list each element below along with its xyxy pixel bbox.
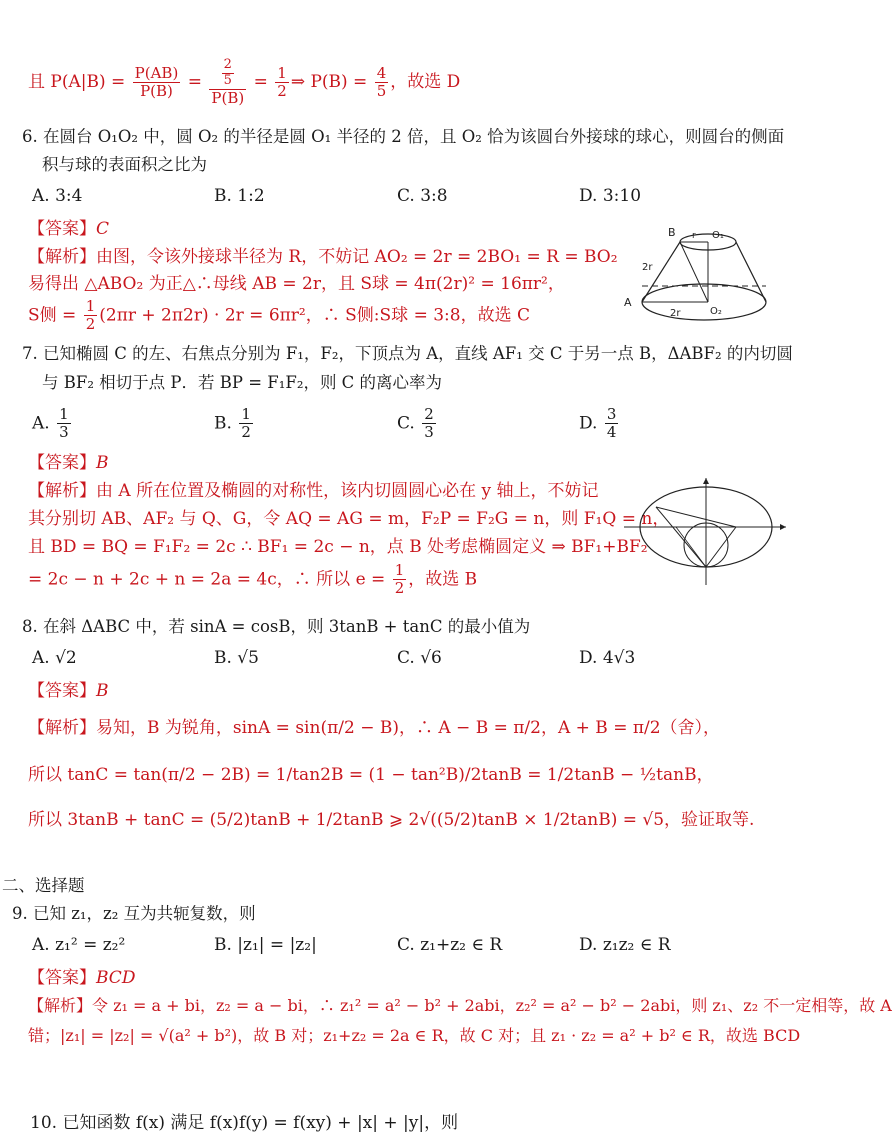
q6-option-c: C. 3:8 bbox=[397, 186, 448, 206]
q6-analysis-line3-pre: S侧 = bbox=[28, 305, 82, 326]
q7-option-d-num: 3 bbox=[606, 405, 617, 423]
q7-answer-tag: 【答案】 bbox=[28, 453, 96, 473]
q8-option-d: D. 4√3 bbox=[579, 648, 636, 668]
q5-text-pre: 且 P(A|B) = bbox=[28, 72, 131, 93]
q9-answer-tag: 【答案】 bbox=[28, 968, 96, 988]
q9-analysis-text1: 令 z₁ = a + bi，z₂ = a − bi，∴ z₁² = a² − b² + 2abi，z₂² = a² − b² − 2abi，则 z₁、z₂ 不一定相等，故 A bbox=[92, 996, 892, 1015]
frustum-label-r: r bbox=[692, 231, 696, 241]
q9-option-a: A. z₁² = z₂² bbox=[32, 935, 126, 955]
q5-frac3-den: 2 bbox=[277, 82, 287, 101]
q7-option-b bbox=[214, 406, 255, 442]
q5-frac2-inner-num: 2 bbox=[223, 57, 232, 72]
q7-analysis-tag: 【解析】 bbox=[28, 481, 96, 501]
q6-analysis-frac bbox=[84, 298, 98, 334]
q6-option-a: A. 3:4 bbox=[32, 186, 83, 206]
q7-analysis-line4 bbox=[28, 562, 477, 598]
q8-analysis-line1 bbox=[28, 718, 720, 738]
q9-stem: 9. 已知 z₁，z₂ 互为共轭复数，则 bbox=[12, 904, 256, 923]
q5-frac1-num: P(AB) bbox=[134, 63, 179, 82]
q5-frac4 bbox=[375, 65, 389, 101]
q5-conclusion: 且 P(A|B) = $\frac{P(AB)}{P(B)}$ = $\frac{\frac{2}{5}}{P(B)}$ = $\frac{1}{2}$ ⇒ P(B) = $\frac{4}{5}$ ，故选 D bbox=[28, 57, 461, 107]
q6-stem-line1: 6. 在圆台 O₁O₂ 中，圆 O₂ 的半径是圆 O₁ 半径的 2 倍，且 O₂ 恰为该圆台外接球的球心，则圆台的侧面 bbox=[22, 127, 785, 146]
q6-analysis-frac-num: 1 bbox=[85, 297, 96, 315]
frustum-label-2r-side: 2r bbox=[642, 262, 653, 273]
q7-option-c bbox=[397, 406, 438, 442]
q10-stem-cut bbox=[0, 1100, 794, 1133]
ellipse-figure bbox=[620, 475, 790, 590]
q5-frac2-inner-den: 5 bbox=[223, 72, 232, 88]
q7-option-b-num: 1 bbox=[241, 405, 251, 423]
q7-analysis-line4-post: ，故选 B bbox=[408, 569, 478, 590]
q5-frac1 bbox=[133, 65, 181, 101]
q8-option-a: A. √2 bbox=[32, 648, 77, 668]
q8-answer-tag: 【答案】 bbox=[28, 681, 96, 701]
section-title: 二、选择题 bbox=[2, 876, 85, 895]
q7-option-d-frac bbox=[605, 406, 619, 442]
q7-answer bbox=[28, 453, 109, 473]
frustum-label-o2: O₂ bbox=[710, 306, 722, 317]
q7-analysis-text1: 由 A 所在位置及椭圆的对称性，该内切圆圆心必在 y 轴上，不妨记 bbox=[96, 481, 599, 501]
q7-option-b-frac bbox=[239, 406, 253, 442]
q9-analysis-line2: 错；|z₁| = |z₂| = √(a² + b²)，故 B 对；z₁+z₂ = 2a ∈ R，故 C 对；且 z₁ · z₂ = a² + b² ∈ R，故选 BCD bbox=[28, 1026, 801, 1045]
q7-analysis-frac bbox=[393, 562, 407, 598]
q8-answer-value: B bbox=[96, 681, 109, 701]
q7-option-d bbox=[579, 406, 620, 442]
q5-frac1-den: P(B) bbox=[140, 82, 173, 101]
q5-frac3 bbox=[275, 65, 289, 101]
q6-analysis-line1 bbox=[28, 247, 618, 267]
q7-option-b-label: B. bbox=[214, 413, 238, 434]
q7-option-c-label: C. bbox=[397, 413, 421, 434]
q7-option-c-den: 3 bbox=[424, 423, 434, 442]
q8-analysis-tag: 【解析】 bbox=[28, 718, 96, 738]
q8-analysis-line3: 所以 3tanB + tanC = (5/2)tanB + 1/2tanB ⩾ 2√((5/2)tanB × 1/2tanB) = √5，验证取等. bbox=[28, 810, 755, 830]
q6-option-d: D. 3:10 bbox=[579, 186, 642, 206]
q5-mid: ⇒ P(B) = bbox=[290, 72, 373, 93]
frustum-label-o1: O₁ bbox=[712, 230, 724, 241]
q5-frac2 bbox=[209, 58, 246, 107]
q7-option-c-num: 2 bbox=[424, 405, 434, 423]
q7-analysis-frac-num: 1 bbox=[394, 561, 405, 579]
q7-option-a-num: 1 bbox=[59, 405, 69, 423]
q7-analysis-line1 bbox=[28, 481, 599, 501]
q7-analysis-frac-den: 2 bbox=[394, 579, 405, 598]
q7-option-a-label: A. bbox=[32, 413, 56, 434]
frustum-label-a: A bbox=[624, 296, 632, 309]
q6-option-b: B. 1:2 bbox=[214, 186, 265, 206]
q5-frac4-num: 4 bbox=[376, 63, 387, 82]
q9-analysis-tag: 【解析】 bbox=[28, 996, 93, 1015]
q9-answer bbox=[28, 968, 135, 988]
q8-analysis-line2: 所以 tanC = tan(π/2 − 2B) = 1/tan2B = (1 − tan²B)/2tanB = 1/2tanB − ½tanB， bbox=[28, 765, 714, 785]
q7-option-d-label: D. bbox=[579, 413, 603, 434]
q5-frac2-num bbox=[209, 58, 246, 90]
q7-analysis-line4-pre: = 2c − n + 2c + n = 2a = 4c，∴ 所以 e = bbox=[28, 569, 391, 590]
q9-option-d: D. z₁z₂ ∈ R bbox=[579, 935, 671, 955]
q7-option-a bbox=[32, 406, 73, 442]
q6-analysis-text1: 由图，令该外接球半径为 R，不妨记 AO₂ = 2r = 2BO₁ = R = BO₂ bbox=[96, 247, 618, 267]
q9-option-c: C. z₁+z₂ ∈ R bbox=[397, 935, 503, 955]
q5-frac4-den: 5 bbox=[376, 82, 387, 101]
q6-answer bbox=[28, 219, 109, 239]
q6-answer-value: C bbox=[96, 219, 110, 239]
q5-frac2-inner bbox=[222, 58, 234, 89]
q8-analysis-text1: 易知，B 为锐角，sinA = sin(π/2 − B)，∴ A − B = π/2，A + B = π/2（舍）， bbox=[96, 718, 721, 738]
q9-answer-value: BCD bbox=[96, 968, 136, 988]
q6-answer-tag: 【答案】 bbox=[28, 219, 96, 239]
q5-frac3-num: 1 bbox=[277, 63, 287, 82]
q8-option-b: B. √5 bbox=[214, 648, 259, 668]
q7-option-a-frac bbox=[57, 406, 71, 442]
q8-answer bbox=[28, 681, 109, 701]
q6-analysis-line2: 易得出 △ABO₂ 为正△∴母线 AB = 2r，且 S球 = 4π(2r)² = 16πr²， bbox=[28, 274, 565, 294]
q9-option-b: B. |z₁| = |z₂| bbox=[214, 935, 317, 955]
q9-analysis-line1 bbox=[28, 996, 892, 1015]
q7-stem-line1: 7. 已知椭圆 C 的左、右焦点分别为 F₁，F₂，下顶点为 A，直线 AF₁ 交 C 于另一点 B，ΔABF₂ 的内切圆 bbox=[22, 344, 793, 363]
q7-option-d-den: 4 bbox=[606, 423, 617, 442]
q8-option-c: C. √6 bbox=[397, 648, 442, 668]
q7-option-a-den: 3 bbox=[59, 423, 69, 442]
q6-analysis-line3-post: (2πr + 2π2r) · 2r = 6πr²，∴ S侧:S球 = 3:8，故选 C bbox=[99, 305, 530, 326]
q7-stem-line2: 与 BF₂ 相切于点 P．若 BP = F₁F₂，则 C 的离心率为 bbox=[42, 373, 443, 392]
q6-stem-line2: 积与球的表面积之比为 bbox=[42, 155, 207, 174]
frustum-label-b: B bbox=[668, 226, 676, 239]
q10-stem-partial: 10. 已知函数 f(x) 满足 f(x)f(y) = f(xy) + |x| + |y|，则 bbox=[30, 1113, 459, 1133]
q6-analysis-line3 bbox=[28, 298, 530, 334]
q7-option-c-frac bbox=[422, 406, 436, 442]
q6-analysis-frac-den: 2 bbox=[85, 315, 96, 334]
q7-answer-value: B bbox=[96, 453, 109, 473]
q7-analysis-line2: 其分别切 AB、AF₂ 与 Q、G，令 AQ = AG = m，F₂P = F₂G = n，则 F₁Q = n， bbox=[28, 509, 670, 529]
frustum-label-2r-bottom: 2r bbox=[670, 308, 681, 319]
q7-analysis-line3: 且 BD = BQ = F₁F₂ = 2c ∴ BF₁ = 2c − n，点 B 处考虑椭圆定义 ⇒ BF₁+BF₂ bbox=[28, 537, 648, 557]
q7-option-b-den: 2 bbox=[241, 423, 251, 442]
q5-frac2-den: P(B) bbox=[211, 88, 245, 107]
q8-stem: 8. 在斜 ΔABC 中，若 sinA = cosB，则 3tanB + tanC 的最小值为 bbox=[22, 617, 531, 636]
frustum-figure bbox=[620, 220, 780, 330]
q6-analysis-tag: 【解析】 bbox=[28, 247, 96, 267]
q5-end: ，故选 D bbox=[390, 72, 461, 93]
